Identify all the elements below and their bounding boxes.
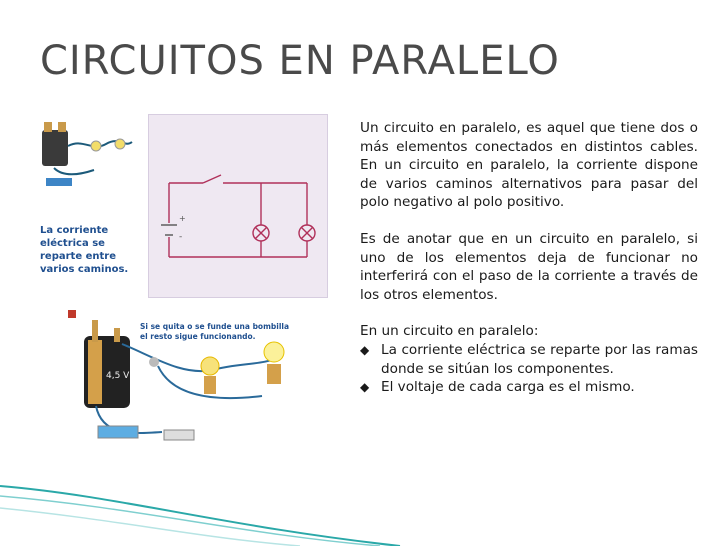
plus-sign: +: [179, 214, 186, 223]
list-item: [360, 378, 698, 397]
figure1-caption: La corriente eléctrica se reparte entre varios caminos.: [40, 225, 129, 275]
figure2-caption: Si se quita o se funde una bombilla el resto sigue funcionando.: [140, 322, 290, 341]
bullet-list: [360, 341, 698, 397]
paragraph-1: Un circuito en paralelo, es aquel que tiene dos o más elementos conectados en distintos cables. En un circuito en paralelo, la corriente dispone de varios caminos alternativos para pasar del polo negativo al polo positivo.: [360, 120, 698, 211]
list-intro: En un circuito en paralelo:: [360, 323, 539, 340]
bullet-text: El voltaje de cada carga es el mismo.: [381, 379, 635, 396]
battery-voltage-label: 4,5 V: [106, 371, 130, 381]
parallel-circuit-illustration: [34, 108, 330, 300]
content-text: [360, 119, 698, 397]
decorative-wave: [0, 456, 728, 546]
paragraph-2: Es de anotar que en un circuito en paralelo, si uno de los elementos deja de funcionar no interferirá con el paso de la corriente a través de los otros elementos.: [360, 230, 698, 303]
schematic-panel: [148, 114, 328, 298]
list-item: [360, 341, 698, 378]
slide-title: CIRCUITOS EN PARALELO: [40, 38, 560, 84]
diamond-bullet-icon: ◆: [360, 342, 370, 357]
minus-sign: -: [179, 232, 183, 242]
bullet-text: La corriente eléctrica se reparte por las ramas donde se sitúan los componentes.: [381, 341, 698, 377]
parallel-schematic: [149, 115, 327, 297]
diamond-bullet-icon: ◆: [360, 380, 370, 395]
